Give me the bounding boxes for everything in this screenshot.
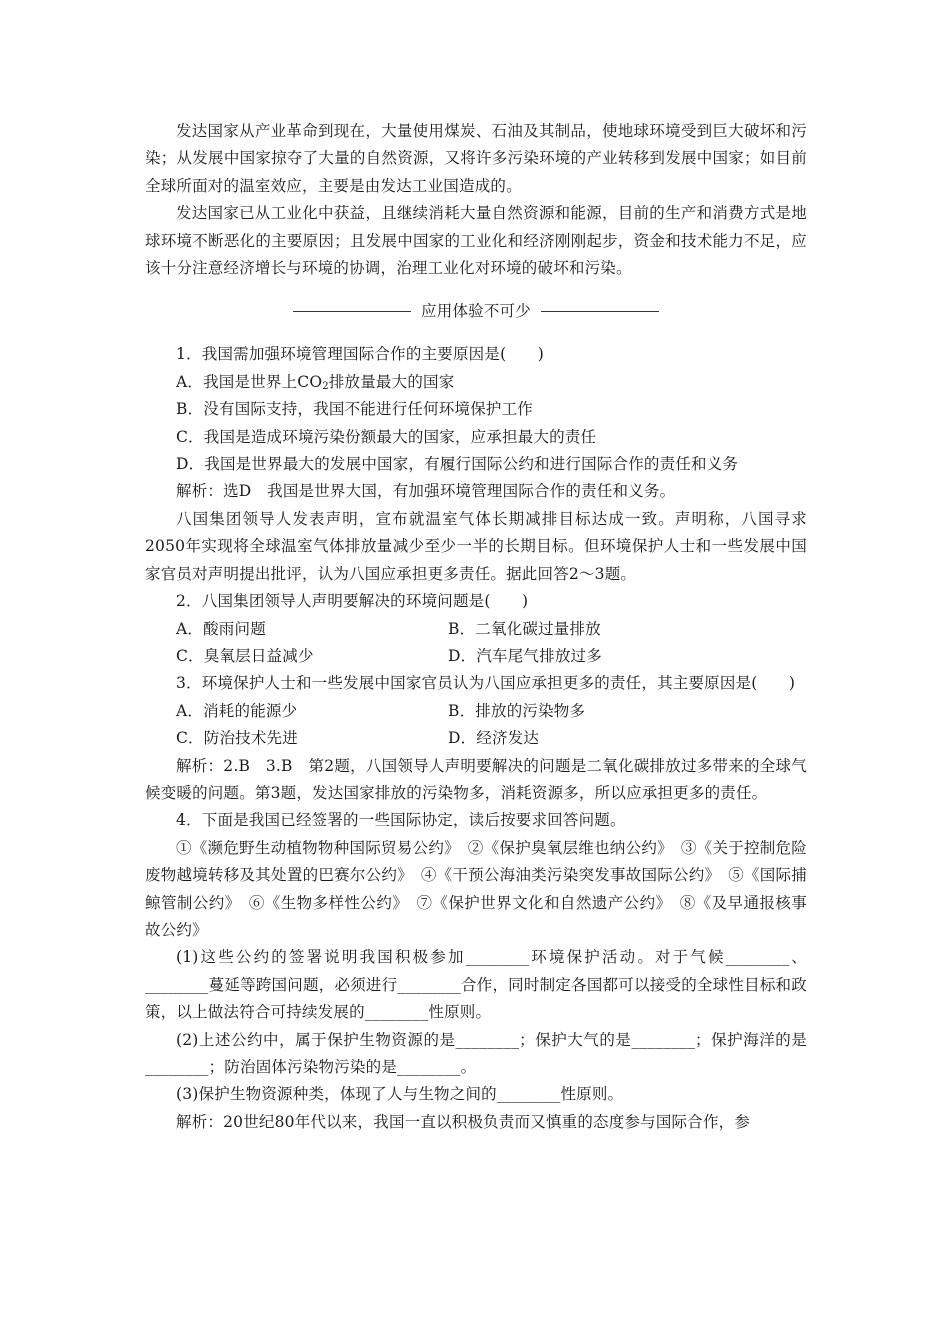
divider-line-right [541,311,659,312]
question-3-option-d: D．经济发达 [448,729,540,748]
question-3-option-a: A．消耗的能源少 [176,701,298,720]
option-a-text-pre: A．我国是世界上CO [176,372,323,391]
question-1-option-b: B．没有国际支持，我国不能进行任何环境保护工作 [176,400,533,419]
section-title: 应用体验不可少 [421,302,531,321]
question-2-options-row-2 [145,643,807,670]
section-divider [145,298,807,325]
question-4-sub-1: (1)这些公约的签署说明我国积极参加________环境保护活动。对于气候________、________蔓延等跨国问题，必须进行________合作，同时制定各国都可以接受的全球性目标和政策，以上做法符合可持续发展的________性原则。 [145,948,807,1022]
question-1 [145,341,807,505]
question-2-options-row-1 [145,616,807,643]
question-3-option-b: B．排放的污染物多 [448,701,586,720]
question-3-stem: 3．环境保护人士和一些发展中国家官员认为八国应承担更多的责任，其主要原因是( ) [176,674,796,693]
divider-line-left [293,311,411,312]
question-4-sub-3: (3)保护生物资源种类，体现了人与生物之间的________性原则。 [176,1085,624,1104]
option-a-subscript: 2 [322,380,329,392]
question-2-stem: 2．八国集团领导人声明要解决的环境问题是( ) [176,592,529,611]
question-1-stem: 1．我国需加强环境管理国际合作的主要原因是( ) [176,345,544,364]
question-4-sub-2: (2)上述公约中，属于保护生物资源的是________；保护大气的是________；保护海洋的是________；防治固体污染物污染的是________。 [145,1030,807,1076]
material-2-3: 八国集团领导人发表声明，宣布就温室气体长期减排目标达成一致。声明称，八国寻求2050年实现将全球温室气体排放量减少至少一半的长期目标。但环境保护人士和一些发展中国家官员对声明提出批评，认为八国应承担更多责任。据此回答2～3题。 [145,509,807,583]
question-1-option-a [145,369,807,396]
question-2-option-d: D．汽车尾气排放过多 [448,646,602,665]
question-4 [145,807,807,1136]
option-a-text-post: 排放量最大的国家 [328,372,455,391]
intro-paragraph-2: 发达国家已从工业化中获益，且继续消耗大量自然资源和能源，目前的生产和消费方式是地球环境不断恶化的主要原因；且发展中国家的工业化和经济刚刚起步，资金和技术能力不足，应该十分注意经济增长与环境的协调，治理工业化对环境的破坏和污染。 [145,204,807,278]
question-3-options-row-1 [145,698,807,725]
question-3-option-c: C．防治技术先进 [176,729,298,748]
question-3 [145,670,807,752]
question-1-option-d: D．我国是世界最大的发展中国家，有履行国际公约和进行国际合作的责任和义务 [176,455,739,474]
question-1-analysis: 解析：选D 我国是世界大国，有加强环境管理国际合作的责任和义务。 [176,482,676,501]
question-3-options-row-2 [145,725,807,752]
question-2-option-b: B．二氧化碳过量排放 [448,619,601,638]
analysis-2-3: 解析：2.B 3.B 第2题，八国领导人声明要解决的问题是二氧化碳排放过多带来的全球气候变暖的问题。第3题，发达国家排放的污染物多，消耗资源多，所以应承担更多的责任。 [145,756,807,802]
question-2-option-c: C．臭氧层日益减少 [176,646,314,665]
question-4-analysis: 解析：20世纪80年代以来，我国一直以积极负责而又慎重的态度参与国际合作，参 [176,1112,751,1131]
question-2-option-a: A．酸雨问题 [176,619,266,638]
document-page [145,118,807,1136]
question-4-treaties: ①《濒危野生动植物物种国际贸易公约》 ②《保护臭氧层维也纳公约》 ③《关于控制危险废物越境转移及其处置的巴赛尔公约》 ④《干预公海油类污染突发事故国际公约》 ⑤《国际捕鲸管制公约》 ⑥《生物多样性公约》 ⑦《保护世界文化和自然遗产公约》 ⑧《及早通报核事故公约》 [145,838,807,939]
intro-paragraph-1: 发达国家从产业革命到现在，大量使用煤炭、石油及其制品，使地球环境受到巨大破坏和污染；从发展中国家掠夺了大量的自然资源，又将许多污染环境的产业转移到发展中国家；如目前全球所面对的温室效应，主要是由发达工业国造成的。 [145,122,807,195]
question-1-option-c: C．我国是造成环境污染份额最大的国家，应承担最大的责任 [176,427,597,446]
question-2 [145,588,807,670]
question-4-stem: 4．下面是我国已经签署的一些国际协定，读后按要求回答问题。 [176,811,626,830]
